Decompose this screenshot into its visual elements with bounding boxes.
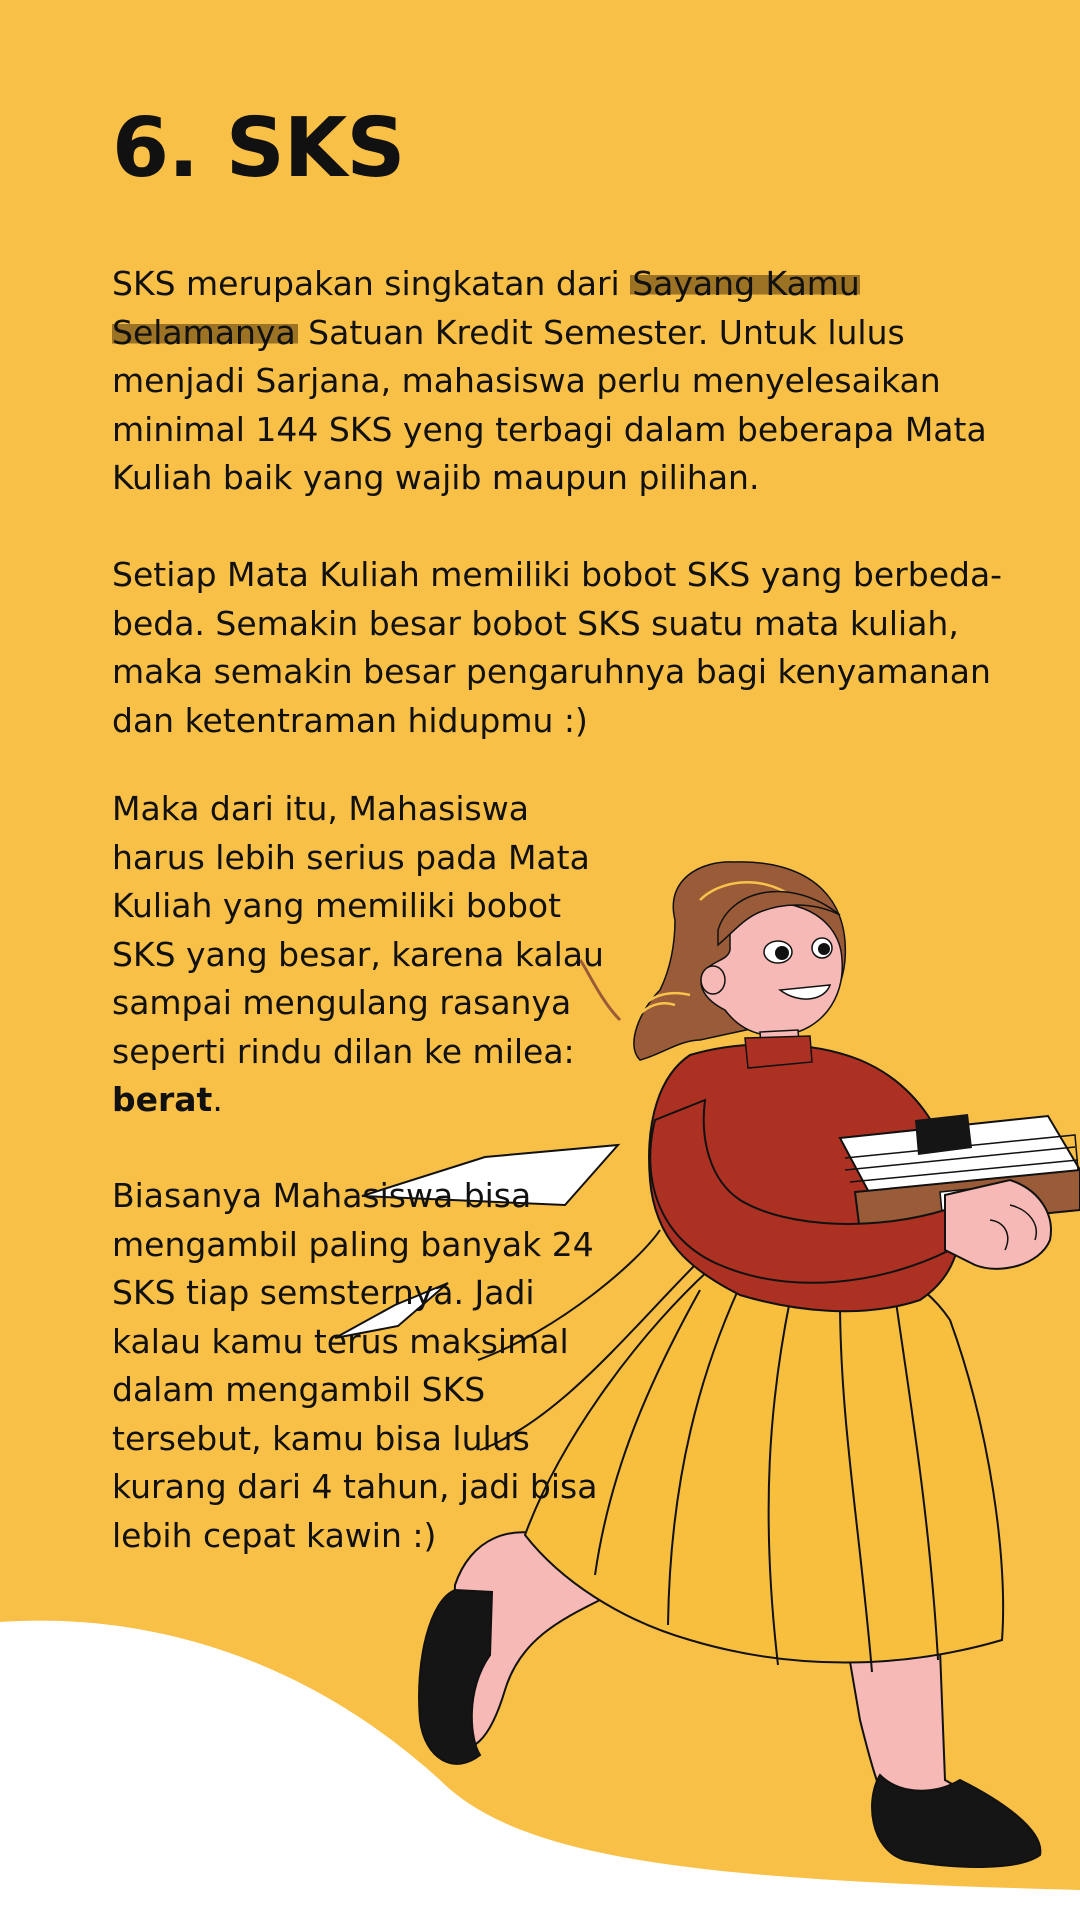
paragraph-lead: SKS merupakan singkatan dari bbox=[112, 264, 631, 303]
bold-word: berat bbox=[112, 1080, 213, 1119]
paragraph-rest: Satuan Kredit Semester. Untuk lulus menjadi Sarjana, mahasiswa perlu menyelesaikan minimal 144 SKS yeng terbagi dalam beberapa Mata Kuliah baik yang wajib maupun pilihan. bbox=[112, 312, 987, 497]
page-title: 6. SKS bbox=[112, 101, 405, 196]
crossed-out-phrase: Sayang Kamu Selamanya bbox=[112, 264, 860, 352]
right-shoe bbox=[872, 1775, 1040, 1867]
paragraph-sks-weight: Setiap Mata Kuliah memiliki bobot SKS yang berbeda-beda. Semakin besar bobot SKS suatu mata kuliah, maka semakin besar pengaruhnya bagi kenyamanan dan ketentraman hidupmu :) bbox=[112, 555, 1003, 740]
paragraph-serious bbox=[112, 785, 632, 1125]
paragraph-max-sks: Biasanya Mahasiswa bisa mengambil paling banyak 24 SKS tiap semsternya. Jadi kalau kamu terus maksimal dalam mengambil SKS tersebut, kamu bisa lulus kurang dari 4 tahun, jadi bisa lebih cepat kawin :) bbox=[112, 1176, 598, 1555]
paragraph-end: . bbox=[212, 1080, 223, 1119]
paragraph-sks-definition bbox=[112, 260, 1012, 503]
paragraph-text: Maka dari itu, Mahasiswa harus lebih serius pada Mata Kuliah yang memiliki bobot SKS yang besar, karena kalau sampai mengulang rasanya seperti rindu dilan ke milea: bbox=[112, 789, 604, 1071]
